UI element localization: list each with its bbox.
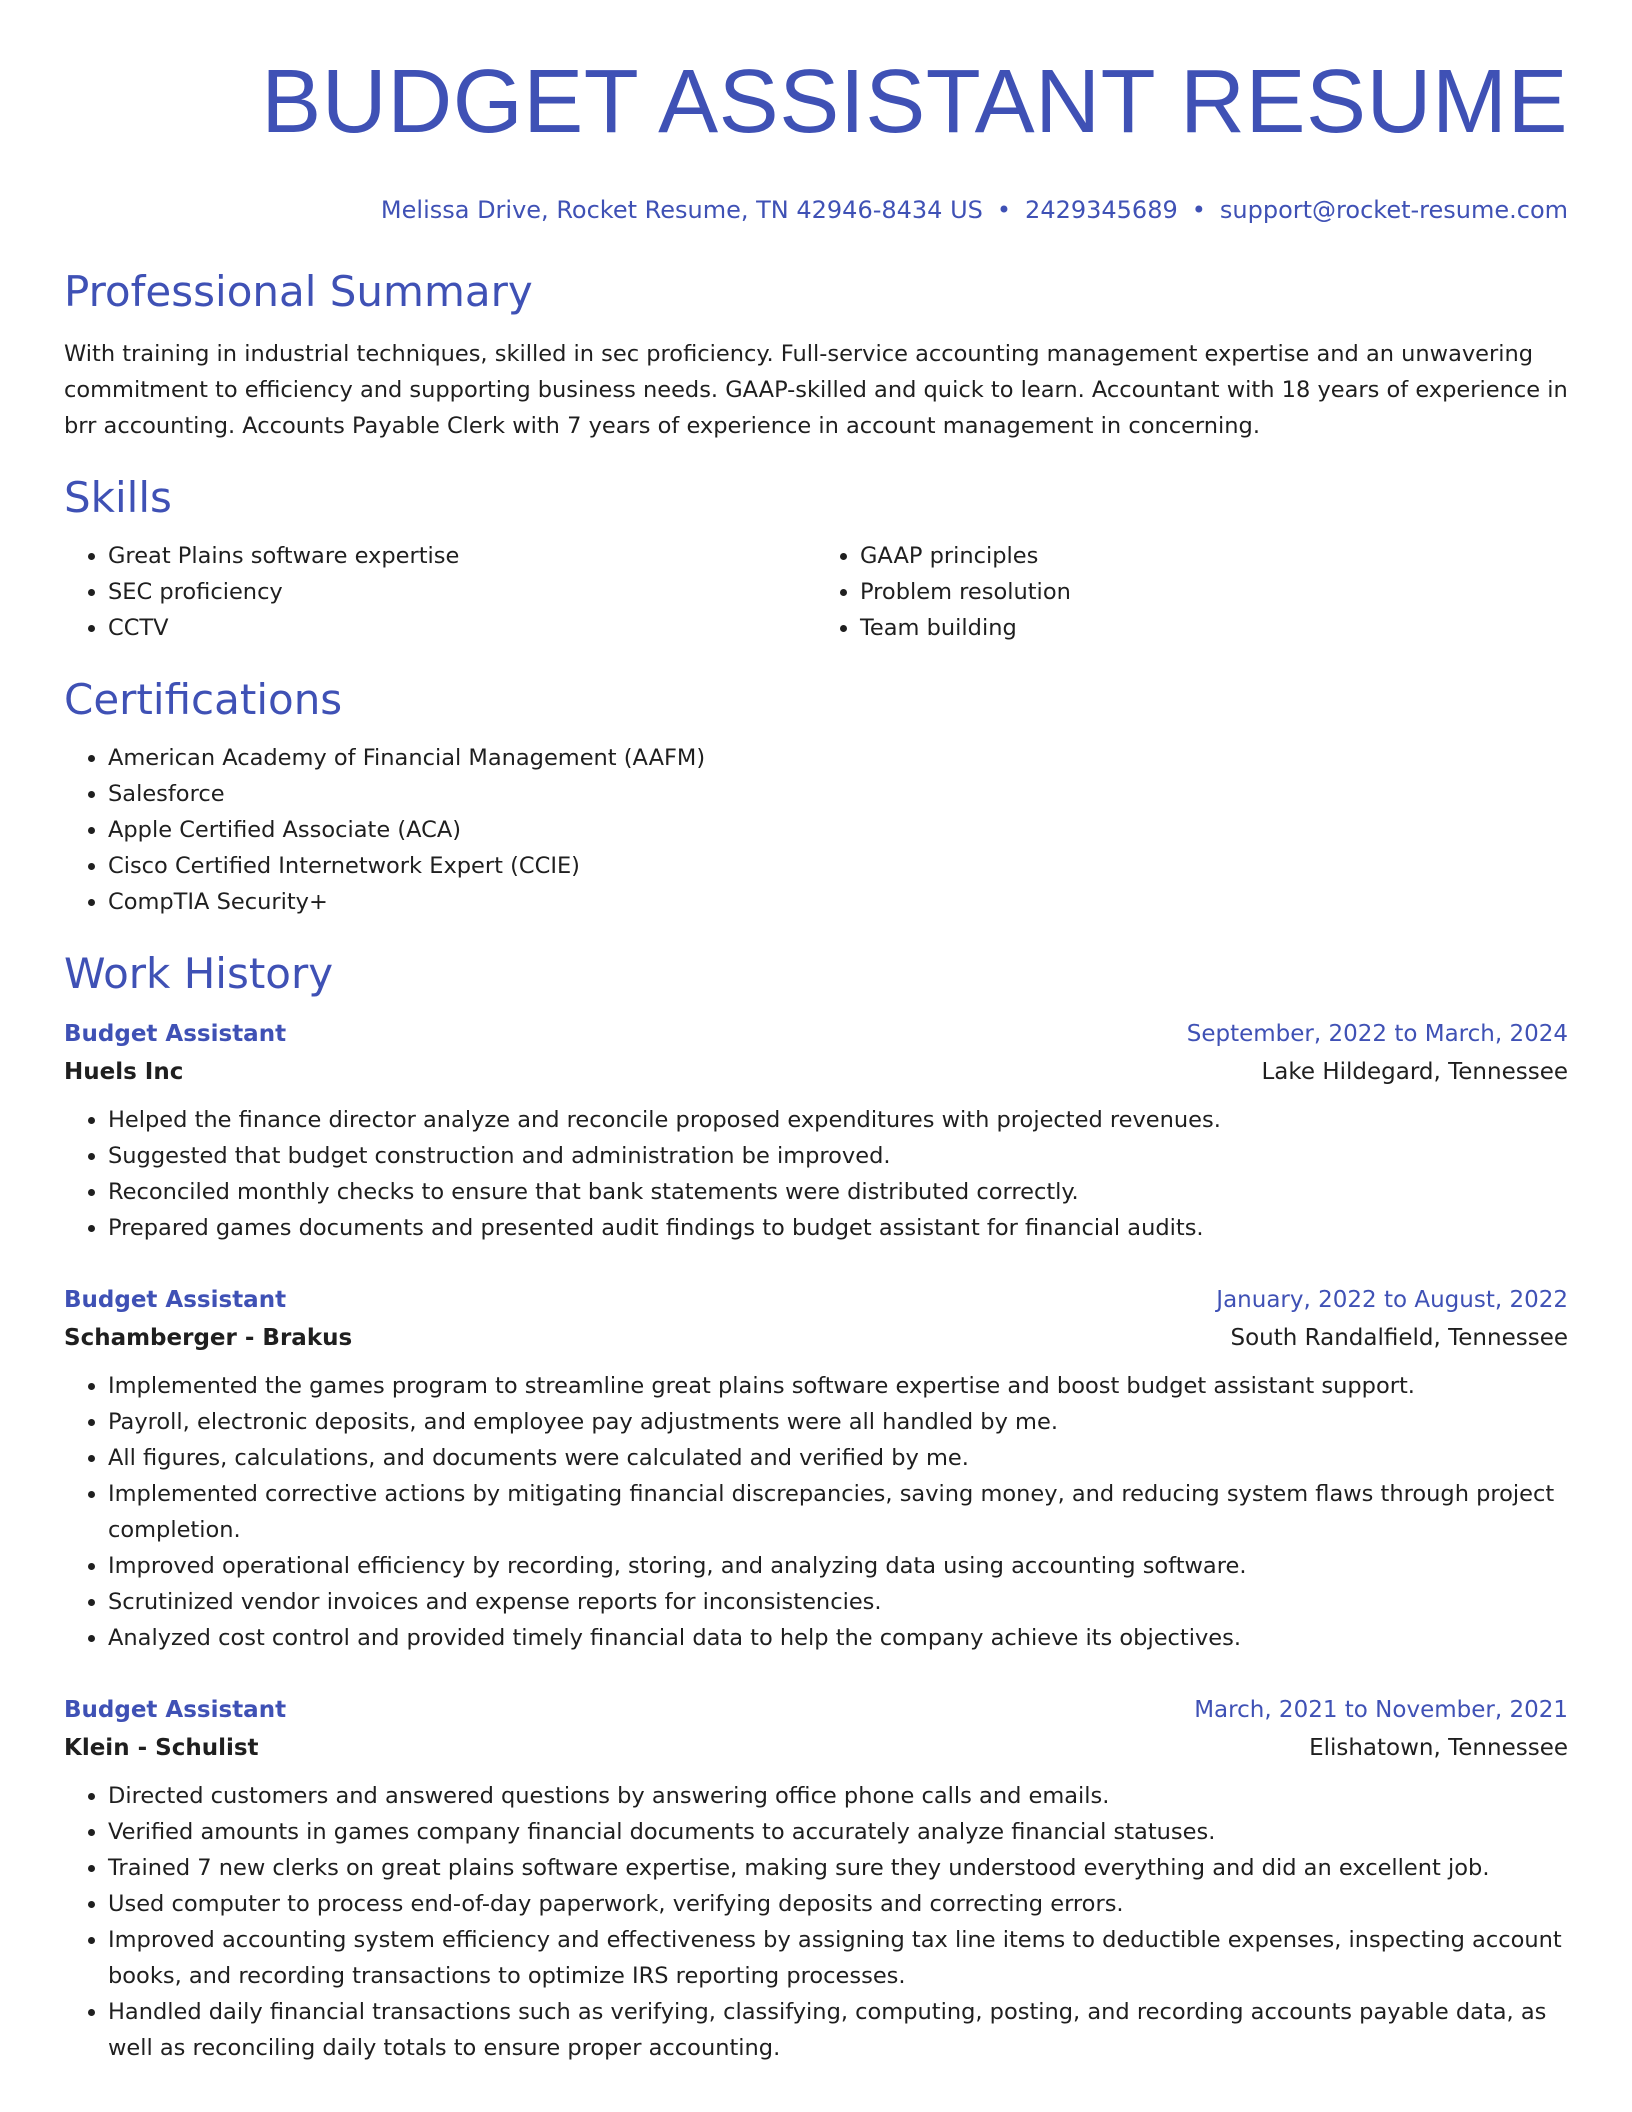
job-duty: • Verified amounts in games company financial documents to accurately analyze financial statuses. (108, 1814, 1568, 1850)
skill-item: • Team building (860, 610, 1568, 646)
skills-list-right (816, 538, 1568, 646)
job-header-row (64, 1692, 1568, 1728)
contact-separator: • (996, 196, 1012, 224)
skills-heading: Skills (64, 473, 172, 522)
certification-item: • Salesforce (108, 776, 1568, 812)
skill-item: • Problem resolution (860, 574, 1568, 610)
certification-item: • American Academy of Financial Management (AAFM) (108, 740, 1568, 776)
job-header-row (64, 1282, 1568, 1318)
certification-item: • Apple Certified Associate (ACA) (108, 812, 1568, 848)
job-duty: • Prepared games documents and presented audit findings to budget assistant for financial audits. (108, 1210, 1568, 1246)
job-location: South Randalfield, Tennessee (1230, 1325, 1568, 1351)
job-duty: • Scrutinized vendor invoices and expense reports for inconsistencies. (108, 1584, 1568, 1620)
job-duty: • Trained 7 new clerks on great plains software expertise, making sure they understood everything and did an excellent job. (108, 1850, 1568, 1886)
job-role: Budget Assistant (64, 1697, 287, 1723)
skill-item: • SEC proficiency (108, 574, 816, 610)
resume-title: BUDGET ASSISTANT RESUME (261, 52, 1568, 152)
job-duties-list (64, 1102, 1568, 1246)
job-duty: • All figures, calculations, and documents were calculated and verified by me. (108, 1440, 1568, 1476)
job-duties-list (64, 1778, 1568, 2066)
job-dates: March, 2021 to November, 2021 (1194, 1697, 1568, 1723)
job-duty: • Implemented corrective actions by mitigating financial discrepancies, saving money, and reducing system flaws through project completion. (108, 1476, 1568, 1548)
job-duties-list (64, 1368, 1568, 1656)
job-location: Elishatown, Tennessee (1309, 1735, 1568, 1761)
skill-item: • Great Plains software expertise (108, 538, 816, 574)
job-entry (64, 1692, 1568, 2066)
job-role: Budget Assistant (64, 1287, 287, 1313)
job-duty: • Improved accounting system efficiency and effectiveness by assigning tax line items to deductible expenses, inspecting account books, and recording transactions to optimize IRS reporting processes. (108, 1922, 1568, 1994)
job-duty: • Analyzed cost control and provided timely financial data to help the company achieve its objectives. (108, 1620, 1568, 1656)
skill-item: • CCTV (108, 610, 816, 646)
job-company-row (64, 1728, 1568, 1768)
contact-separator: • (1191, 196, 1206, 224)
job-duty: • Helped the finance director analyze and reconcile proposed expenditures with projected revenues. (108, 1102, 1568, 1138)
job-duty: • Directed customers and answered questions by answering office phone calls and emails. (108, 1778, 1568, 1814)
job-duty: • Used computer to process end-of-day paperwork, verifying deposits and correcting errors. (108, 1886, 1568, 1922)
job-dates: September, 2022 to March, 2024 (1186, 1021, 1568, 1047)
job-duty: • Improved operational efficiency by recording, storing, and analyzing data using accounting software. (108, 1548, 1568, 1584)
contact-line (64, 194, 1568, 226)
skills-list-left (64, 538, 816, 646)
certification-item: • CompTIA Security+ (108, 884, 1568, 920)
job-header-row (64, 1016, 1568, 1052)
job-company-row (64, 1318, 1568, 1358)
job-company: Huels Inc (64, 1059, 184, 1085)
job-company-row (64, 1052, 1568, 1092)
job-entry (64, 1282, 1568, 1656)
contact-phone: 2429345689 (1025, 196, 1178, 224)
contact-email: support@rocket-resume.com (1219, 196, 1568, 224)
job-duty: • Reconciled monthly checks to ensure that bank statements were distributed correctly. (108, 1174, 1568, 1210)
certification-item: • Cisco Certified Internetwork Expert (CCIE) (108, 848, 1568, 884)
job-entry (64, 1016, 1568, 1246)
job-duty: • Implemented the games program to streamline great plains software expertise and boost budget assistant support. (108, 1368, 1568, 1404)
work-history-heading: Work History (64, 949, 334, 998)
certifications-list (64, 740, 1568, 920)
job-duty: • Handled daily financial transactions such as verifying, classifying, computing, posting, and recording accounts payable data, as well as reconciling daily totals to ensure proper accounting. (108, 1994, 1568, 2066)
job-location: Lake Hildegard, Tennessee (1261, 1059, 1568, 1085)
job-duty: • Suggested that budget construction and administration be improved. (108, 1138, 1568, 1174)
summary-heading: Professional Summary (64, 267, 533, 316)
job-company: Klein - Schulist (64, 1735, 259, 1761)
job-role: Budget Assistant (64, 1021, 287, 1047)
certifications-heading: Certifications (64, 675, 343, 724)
job-dates: January, 2022 to August, 2022 (1216, 1287, 1568, 1313)
contact-address: Melissa Drive, Rocket Resume, TN 42946-8434 US (380, 196, 983, 224)
skill-item: • GAAP principles (860, 538, 1568, 574)
summary-text: With training in industrial techniques, skilled in sec proficiency. Full-service accounting management expertise and an unwavering commitment to efficiency and supporting business needs. GAAP-skilled and quick to learn. Accountant with 18 years of experience in brr accounting. Accounts Payable Clerk with 7 years of experience in account management in concerning. (64, 341, 1568, 439)
job-company: Schamberger - Brakus (64, 1325, 353, 1351)
skills-grid (64, 538, 1568, 646)
job-duty: • Payroll, electronic deposits, and employee pay adjustments were all handled by me. (108, 1404, 1568, 1440)
